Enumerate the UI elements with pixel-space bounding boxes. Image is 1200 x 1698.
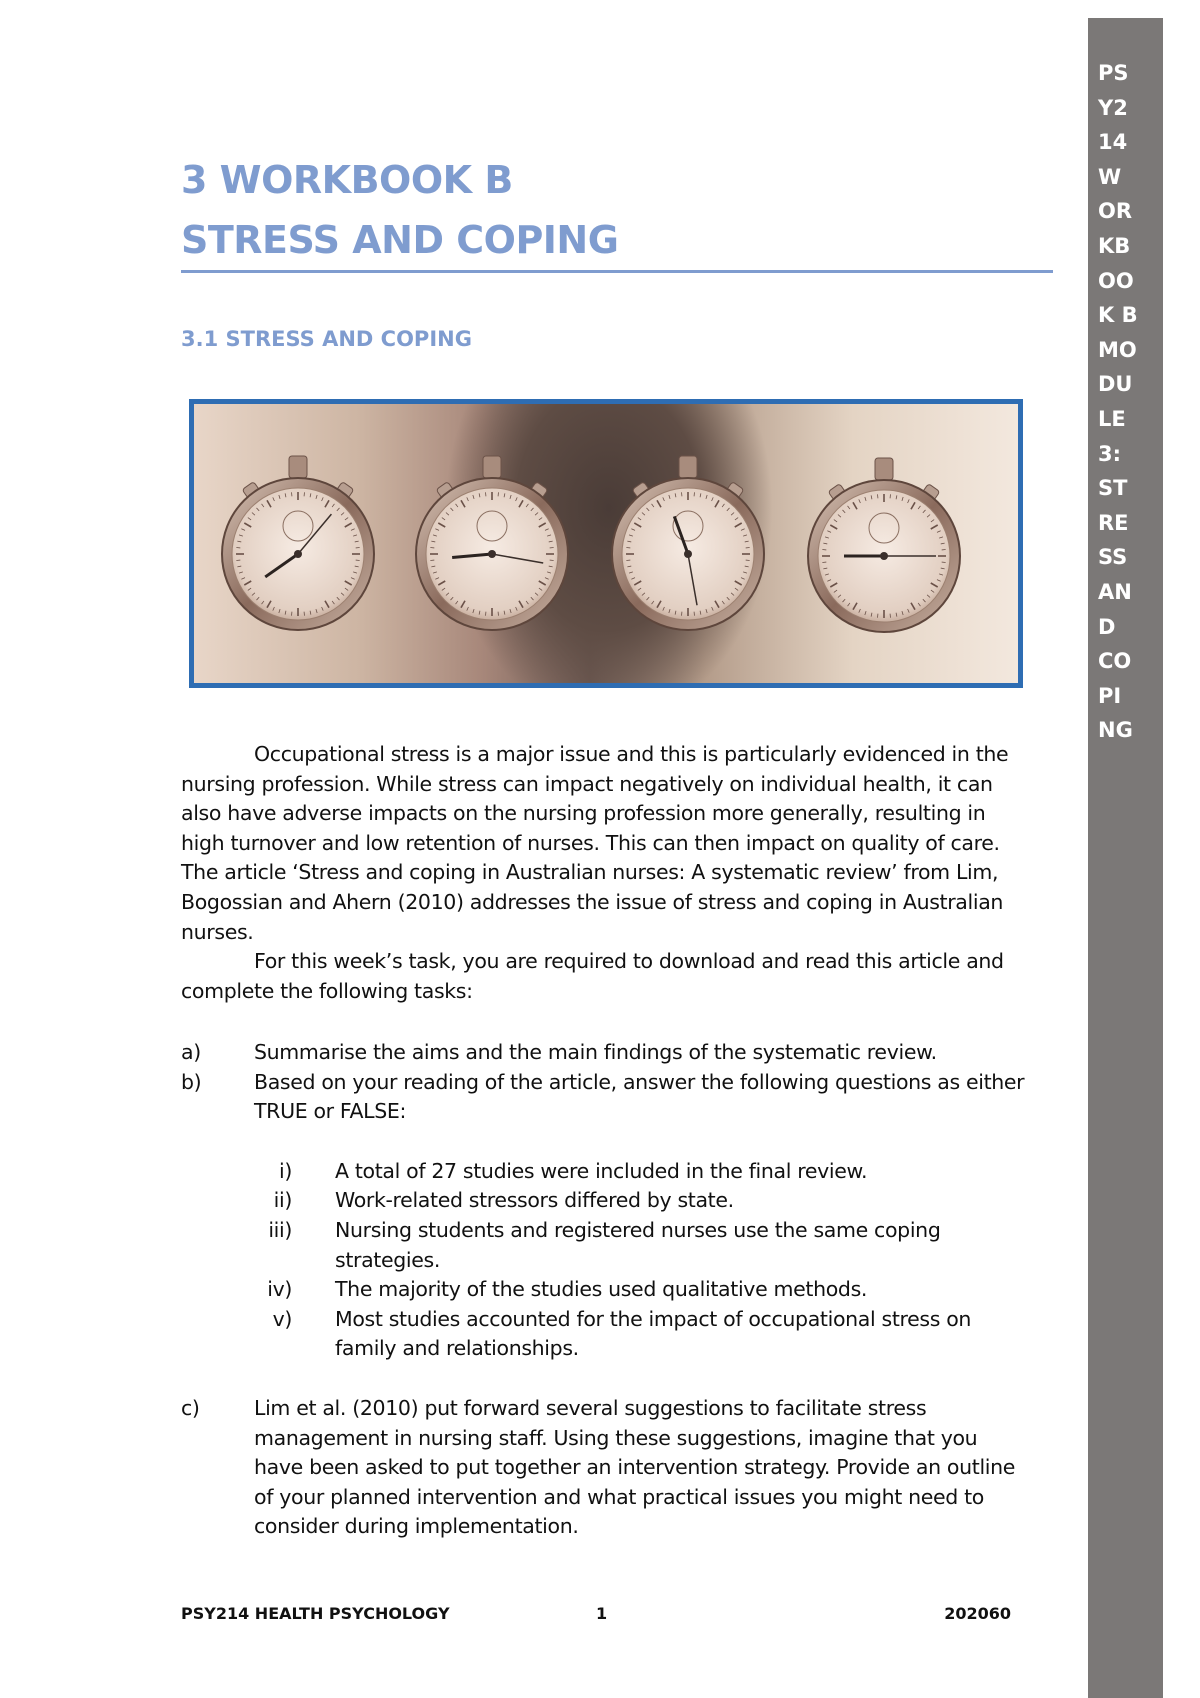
- task-marker: c): [181, 1395, 200, 1420]
- stopwatch-icon: [808, 458, 960, 632]
- paragraph-task: For this week’s task, you are required to download and read this article and complete the following tasks:: [181, 949, 1004, 1003]
- item-marker: ii): [273, 1188, 292, 1213]
- sidebar-label: PSY214 WORKBOOK B MODULE 3: STRESS AND COPING: [1098, 61, 1138, 743]
- task-text: Summarise the aims and the main findings of the systematic review.: [254, 1040, 937, 1064]
- title-line-1: 3 WORKBOOK B: [181, 158, 513, 202]
- title-line-2: STRESS AND COPING: [181, 218, 619, 262]
- task-list: [181, 1038, 1031, 1542]
- task-a: [181, 1038, 1031, 1068]
- page-title: [181, 150, 1053, 273]
- item-marker: iv): [267, 1277, 292, 1302]
- item-text: Work-related stressors differed by state.: [335, 1188, 734, 1213]
- task-b: [181, 1068, 1031, 1127]
- list-item: [181, 1275, 1031, 1305]
- item-text: The majority of the studies used qualitative methods.: [335, 1277, 868, 1302]
- task-c: [181, 1394, 1031, 1542]
- true-false-list: [181, 1157, 1031, 1364]
- page-number: 1: [596, 1604, 608, 1623]
- list-item: [181, 1305, 1031, 1364]
- sidebar-band: [1088, 18, 1163, 1698]
- list-item: [181, 1216, 1031, 1275]
- stopwatch-icon: [222, 456, 374, 630]
- stopwatches-illustration: [194, 404, 1018, 683]
- footer-code: 202060: [944, 1604, 1011, 1623]
- item-text: Nursing students and registered nurses use the same coping strategies.: [335, 1217, 941, 1272]
- list-item: [181, 1157, 1031, 1187]
- list-item: [181, 1186, 1031, 1216]
- item-marker: iii): [268, 1217, 292, 1242]
- task-marker: b): [181, 1069, 202, 1094]
- item-text: A total of 27 studies were included in the final review.: [335, 1158, 868, 1183]
- item-marker: i): [279, 1158, 292, 1183]
- task-marker: a): [181, 1040, 201, 1064]
- footer-course: PSY214 HEALTH PSYCHOLOGY: [181, 1604, 450, 1623]
- hero-image: [189, 399, 1023, 688]
- task-text: Based on your reading of the article, answer the following questions as either TRUE or FALSE:: [254, 1069, 1025, 1124]
- body-text: [181, 740, 1031, 1006]
- item-marker: v): [272, 1306, 292, 1331]
- section-heading: 3.1 STRESS AND COPING: [181, 327, 472, 351]
- stopwatch-icon: [612, 456, 764, 630]
- task-text: Lim et al. (2010) put forward several suggestions to facilitate stress management in nursing staff. Using these suggestions, imagine that you have been asked to put together an intervention strategy. Provide an outline of your planned intervention and what practical issues you might need to consider during implementation.: [254, 1395, 1016, 1539]
- item-text: Most studies accounted for the impact of occupational stress on family and relationships.: [335, 1306, 972, 1361]
- paragraph-intro: Occupational stress is a major issue and this is particularly evidenced in the nursing profession. While stress can impact negatively on individual health, it can also have adverse impacts on the nursing profession more generally, resulting in high turnover and low retention of nurses. This can then impact on quality of care. The article ‘Stress and coping in Australian nurses: A systematic review’ from Lim, Bogossian and Ahern (2010) addresses the issue of stress and coping in Australian nurses.: [181, 742, 1009, 944]
- stopwatch-icon: [416, 456, 568, 630]
